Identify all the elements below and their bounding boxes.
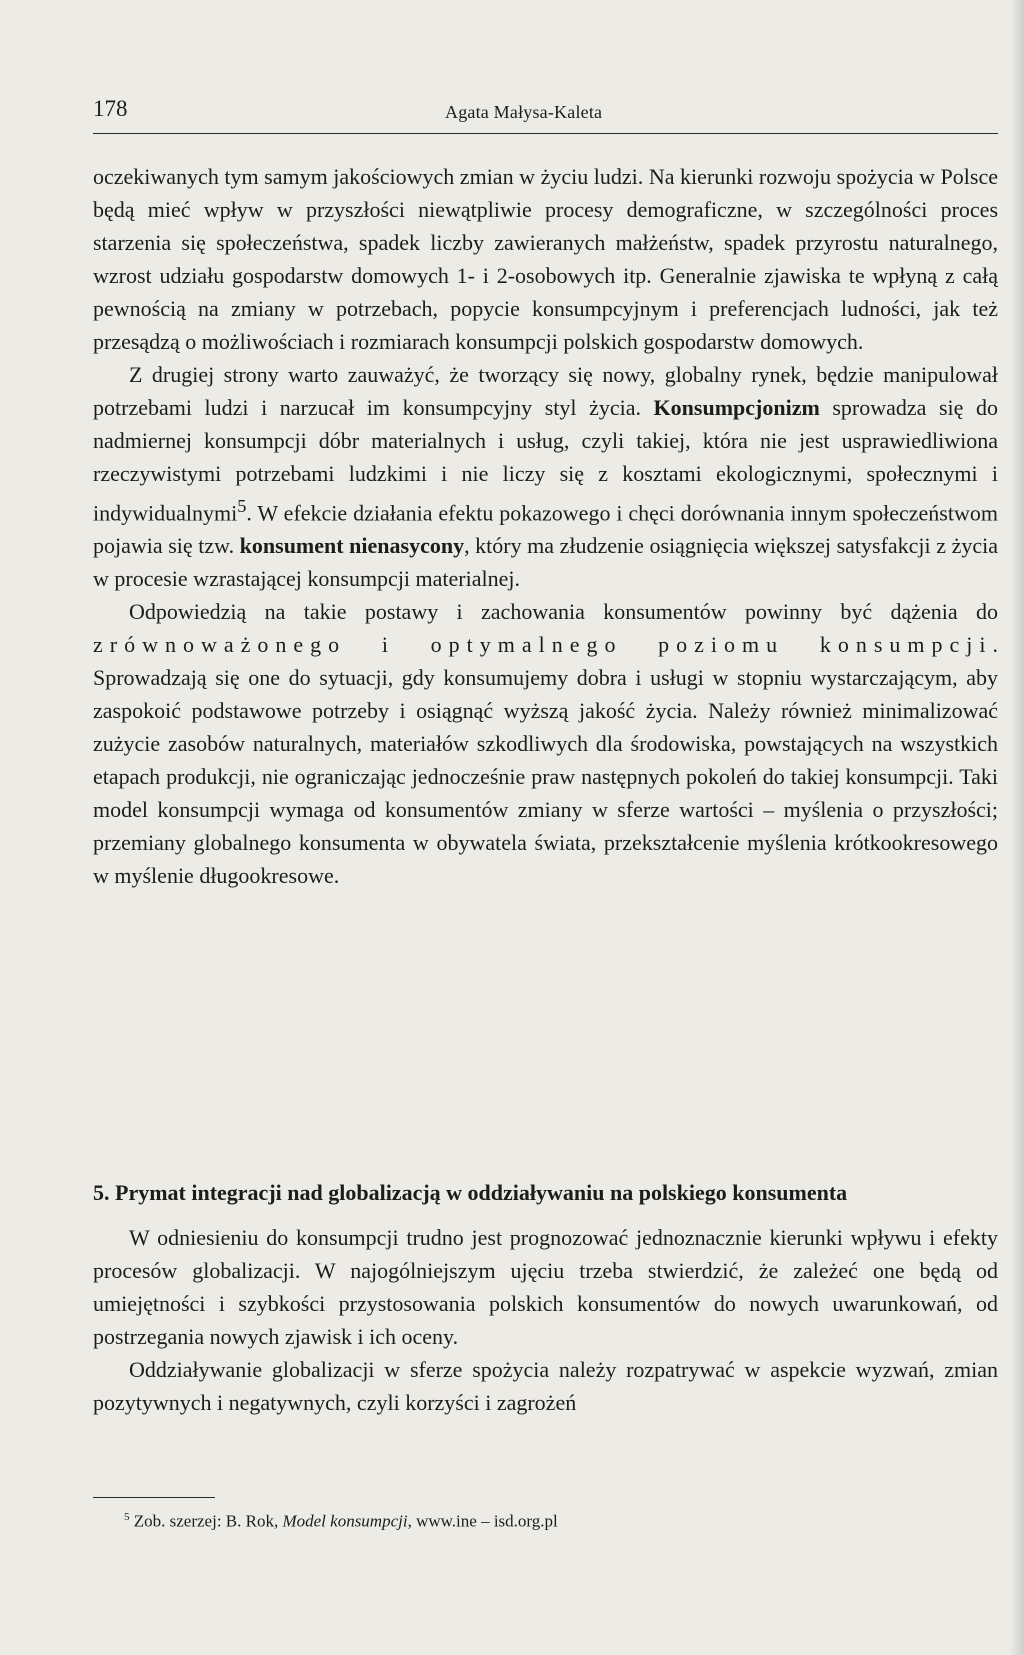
main-text [93,160,998,892]
section-paragraph-1: W odniesieniu do konsumpcji trudno jest prognozować jednoznacznie kierunki wpływu i efekty procesów globalizacji. W najogólniejszym ujęciu trzeba stwierdzić, że zależeć one będą od umiejętności i szybkości przystosowania polskich konsumentów do nowych uwarunkowań, od postrzegania nowych zjawisk i ich oceny. [93,1225,998,1349]
footnote-ref: 5 [237,496,247,516]
term-konsumpcjonizm: Konsumpcjonizm [653,395,820,420]
section-heading: 5. Prymat integracji nad globalizacją w oddziaływaniu na polskiego konsumenta [93,1180,848,1205]
running-head-author: Agata Małysa-Kaleta [445,102,603,122]
paragraph-3: Odpowiedzią na takie postawy i zachowania konsumentów powinny być dążenia do zrównoważonego i optymalnego poziomu konsumpcji. Sprowadzają się one do sytuacji, gdy konsumujemy dobra i usługi w stopniu wystarczającym, aby zaspokoić podstawowe potrzeby i osiągnąć wyższą jakość życia. Należy również minimalizować zużycie zasobów naturalnych, materiałów szkodliwych dla środowiska, powstających na wszystkich etapach produkcji, nie ograniczając jednocześnie praw następnych pokoleń do takiej konsumpcji. Taki model konsumpcji wymaga od konsumentów zmiany w sferze wartości – myślenia o przyszłości; przemiany globalnego konsumenta w obywatela świata, przekształcenie myślenia krótkookresowego w myślenie długookresowe. [93,599,998,889]
paragraph-1: oczekiwanych tym samym jakościowych zmian w życiu ludzi. Na kierunki rozwoju spożycia w Polsce będą mieć wpływ w przyszłości niewątpliwie procesy demograficzne, w szczególności proces starzenia się społeczeństwa, spadek liczby zawieranych małżeństw, spadek przyrostu naturalnego, wzrost udziału gospodarstw domowych 1- i 2-osobowych itp. Generalnie zjawiska te wpłyną z całą pewnością na zmiany w potrzebach, popycie konsumpcyjnym i preferencjach ludności, jak też przesądzą o możliwościach i rozmiarach konsumpcji polskich gospodarstw domowych. [93,164,998,354]
section-paragraph-2: Oddziaływanie globalizacji w sferze spożycia należy rozpatrywać w aspekcie wyzwań, zmian pozytywnych i negatywnych, czyli korzyści i zagrożeń [93,1357,998,1415]
term-konsument-nienasycony: konsument nienasycony [239,533,465,559]
footnote-number: 5 [124,1511,130,1523]
spaced-emphasis: zrównoważonego i optymalnego poziomu konsumpcji [93,632,993,658]
paragraph-2: Z drugiej strony warto zauważyć, że tworzący się nowy, globalny rynek, będzie manipulował potrzebami ludzi i narzucał im konsumpcyjny styl życia. Konsumpcjonizm sprowadza się do nadmiernej konsumpcji dóbr materialnych i usług, czyli takiej, która nie jest usprawiedliwiona rzeczywistymi potrzebami ludzkimi i nie liczy się z kosztami ekologicznymi, społecznymi i indywidualnymi$^5$. W efekcie działania efektu pokazowego i chęci dorównania innym społeczeństwom pojawia się tzw. konsument nienasycony, który ma złudzenie osiągnięcia większej satysfakcji z życia w procesie wzrastającej konsumpcji materialnej. [93,362,998,592]
footnote-title: Model konsumpcji [282,1511,408,1531]
page-edge-shadow [1010,0,1024,1655]
footnote: $^5$ Zob. szerzej: B. Rok, Model konsumpcji, www.ine – isd.org.pl [124,1511,558,1531]
page-number: 178 [93,96,128,121]
header-rule [93,133,998,134]
page-header [93,96,993,136]
footnote-rule [93,1497,215,1498]
section-5 [93,1176,998,1419]
